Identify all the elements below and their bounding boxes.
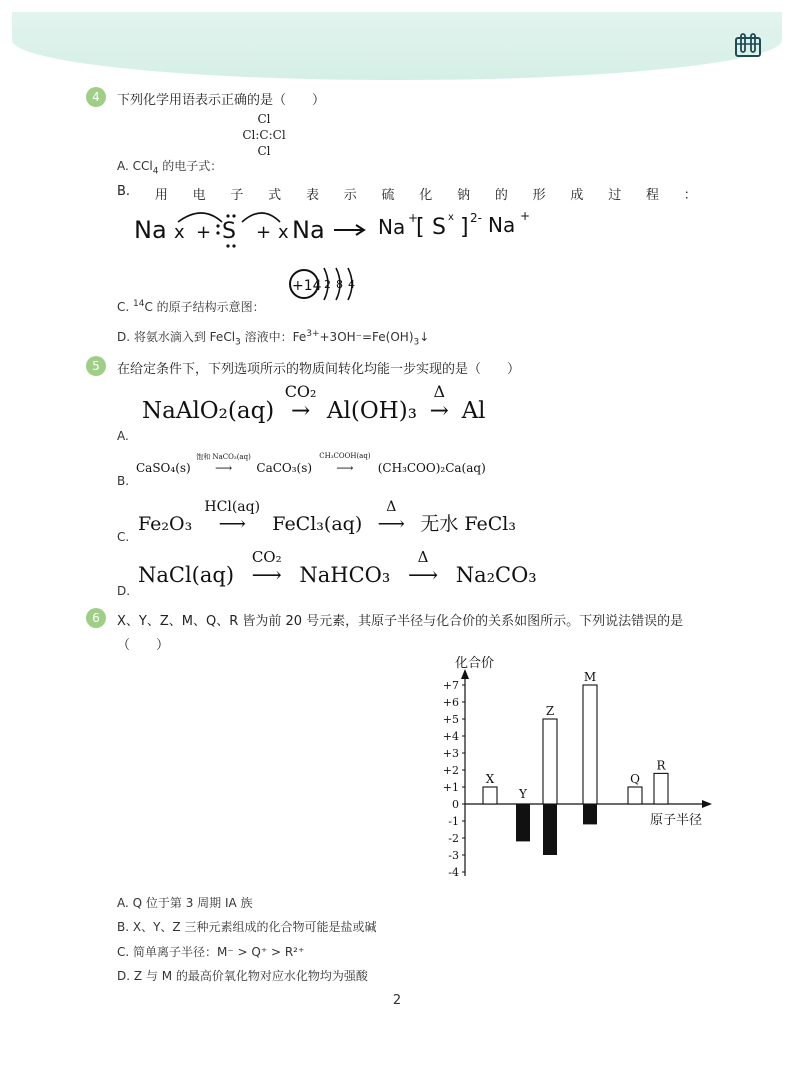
y-axis-label: 化合价 — [455, 656, 495, 671]
formula-na-right: Na — [292, 216, 325, 244]
bar-label-m: M — [583, 670, 597, 684]
y-tick-label: -2 — [448, 832, 459, 845]
y-tick-label: +6 — [442, 696, 459, 709]
svg-text:+: + — [256, 222, 272, 243]
q5-option-c-reaction: Fe₂O₃ HCl(aq) ⟶ FeCl₃(aq) Δ ⟶ 无水 FeCl₃ — [138, 499, 516, 535]
bar-positive-m — [583, 685, 597, 804]
bar-positive-x — [483, 787, 497, 804]
y-tick-label: +5 — [442, 713, 459, 726]
q4-option-c: C. $^{14}$C 的原子结构示意图： — [117, 299, 265, 314]
bar-label-q: Q — [630, 772, 640, 786]
question-5-stem: 在给定条件下，下列选项所示的物质间转化均能一步实现的是（ ） — [117, 362, 521, 377]
y-tick-label: +7 — [442, 679, 459, 692]
q5-option-c-label: C. — [117, 530, 130, 544]
svg-text:x: x — [278, 222, 289, 243]
formula-product-s: S — [432, 215, 446, 240]
bar-negative-z — [543, 804, 557, 855]
svg-text:+: + — [196, 222, 212, 243]
formula-product-na1: Na — [378, 215, 406, 239]
svg-text:+: + — [408, 211, 419, 225]
shell-2: 8 — [336, 278, 343, 291]
svg-text:x: x — [448, 212, 454, 223]
q5-option-a-label: A. — [117, 429, 129, 443]
formula-product-na2: Na — [488, 213, 516, 237]
q4-option-a: A. CCl$_4$ 的电子式： — [117, 159, 223, 177]
q5-option-d-label: D. — [117, 584, 131, 598]
shell-1: 2 — [324, 278, 331, 291]
y-tick-label: 0 — [452, 798, 459, 811]
bar-positive-z — [543, 719, 557, 804]
question-6-stem-line-2: （ ） — [117, 638, 170, 653]
q6-option-d: D. Z 与 M 的最高价氧化物对应水化物均为强酸 — [117, 969, 368, 983]
valence-vs-radius-chart — [420, 650, 720, 885]
formula-na-left: Na — [134, 216, 167, 244]
shell-3: 4 — [348, 278, 355, 291]
q4-option-d: D. 将氨水滴入到 FeCl$_3$ 溶液中：$Fe^{3+}+3OH^-=Fe(OH)_3↓$ — [117, 329, 430, 348]
page-number: 2 — [392, 993, 402, 1008]
bar-negative-y — [516, 804, 530, 841]
q6-option-a: A. Q 位于第 3 周期 ⅠA 族 — [117, 896, 253, 910]
q6-option-c: C. 简单离子半径：M⁻ > Q⁺ > R²⁺ — [117, 945, 305, 959]
q5-option-d-reaction: NaCl(aq) CO₂ ⟶ NaHCO₃ Δ ⟶ Na₂CO₃ — [138, 548, 537, 587]
formula-s: S — [222, 219, 236, 244]
svg-text:x: x — [174, 222, 185, 243]
q5-option-b-label: B. — [117, 474, 130, 488]
q5-option-b-reaction: CaSO₄(s) 饱和 NaCO₃(aq) ⟶ CaCO₃(s) CH₃COOH(aq) ⟶ (CH₃COO)₂Ca(aq) — [136, 452, 486, 475]
q4-option-b: B. 用 电 子 式 表 示 硫 化 钠 的 形 成 过 程 ： — [117, 184, 697, 203]
sodium-sulfide-formation-diagram — [130, 200, 540, 250]
bar-label-x: X — [485, 772, 495, 786]
y-tick-label: -4 — [448, 866, 459, 879]
bar-label-z: Z — [545, 704, 555, 718]
ccl4-electron-structure: Cl Cl:C:Cl Cl — [242, 112, 286, 158]
svg-text:+: + — [520, 209, 531, 223]
bar-label-r: R — [656, 758, 666, 773]
bar-label-y: Y — [519, 787, 527, 801]
x-axis-arrow — [702, 800, 712, 808]
svg-text:[: [ — [416, 215, 425, 240]
y-tick-label: -1 — [448, 815, 459, 828]
x-axis-label: 原子半径 — [650, 813, 703, 828]
question-4-stem: 下列化学用语表示正确的是（ ） — [117, 93, 326, 108]
q6-option-b: B. X、Y、Z 三种元素组成的化合物可能是盐或碱 — [117, 920, 377, 934]
question-number-4: 4 — [86, 87, 106, 107]
bar-positive-q — [628, 787, 642, 804]
y-tick-label: -3 — [448, 849, 459, 862]
bar-negative-m — [583, 804, 597, 824]
y-tick-label: +3 — [442, 747, 459, 760]
question-number-5: 5 — [86, 356, 106, 376]
svg-text:]: ] — [460, 215, 469, 240]
question-number-6: 6 — [86, 608, 106, 628]
formula-charge: 2- — [470, 211, 482, 225]
y-tick-label: +1 — [442, 781, 459, 794]
nucleus-charge: +14 — [292, 278, 322, 294]
bar-positive-r — [654, 773, 668, 804]
y-tick-label: +4 — [442, 730, 459, 743]
question-6-stem-line-1: X、Y、Z、M、Q、R 皆为前 20 号元素，其原子半径与化合价的关系如图所示。下列说法错误的是 — [117, 614, 684, 629]
test-tube-rack-icon — [734, 30, 762, 58]
carbon-atom-structure-diagram — [286, 264, 366, 304]
q5-option-a-reaction: NaAlO₂(aq) CO₂ → Al(OH)₃ Δ → Al — [142, 382, 486, 424]
y-tick-label: +2 — [442, 764, 459, 777]
header-banner — [12, 12, 782, 80]
